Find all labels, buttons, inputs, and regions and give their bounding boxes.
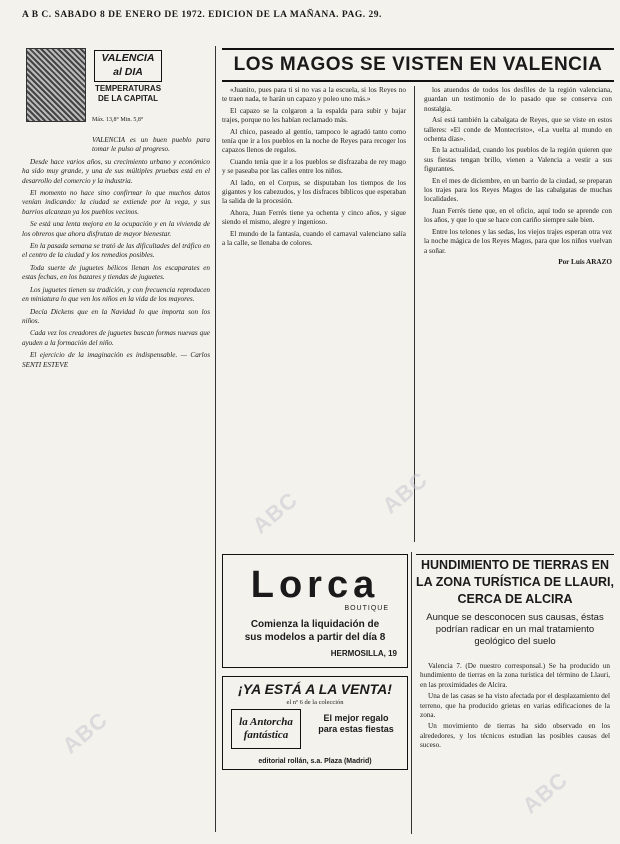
sale-headline: ¡YA ESTÁ A LA VENTA! [238,681,392,697]
byline: Por Luis ARAZO [558,257,612,266]
left-paragraph: El ejercicio de la imaginación es indispensable. — Carlos SENTI ESTEVE [22,351,210,369]
main-paragraph: El capazo se la colgaron a la espalda para subir y bajar trajes, porque no les habían reclamado más. [222,106,406,125]
left-article-body [22,136,210,373]
left-lede: VALENCIA es un buen pueblo para tomar le pulso al progreso. [92,136,210,154]
gift-slogan: El mejor regalo para estas fiestas [318,713,394,734]
ad-line2: sus modelos a partir del día 8 [244,632,386,643]
right-headline-box [416,554,614,608]
lorca-brand: Lorca [250,564,380,606]
boutique-label: BOUTIQUE [344,605,389,612]
left-paragraph: Desde hace varios años, su crecimiento urbano y económico ha sido muy grande, y una de sus múltiples pruebas está en el desarrollo del comercio y la industria. [22,157,210,185]
cathedral-illustration [26,48,86,122]
main-paragraph: Cuando tenía que ir a los pueblos se disfrazaba de rey mago y se paseaba por las calles entre los niños. [222,157,406,176]
left-paragraph: Se está una lenta mejora en la ocupación y en la vivienda de los obreros que ahora disfrutan de mayor bienestar. [22,220,210,238]
right-paragraph: Un movimiento de tierras ha sido observado en los alrededores, y los técnicos estudian las posibles causas del suceso. [420,722,610,750]
lorca-boutique-ad [222,554,408,668]
valencia-al-dia-column [22,44,210,834]
right-headline: HUNDIMIENTO DE TIERRAS EN LA ZONA TURÍSTICA DE LLAURI, CERCA DE ALCIRA [416,558,614,606]
temperature-note: Máx. 13,8° Min. 5,8° [92,117,144,123]
publisher-line: editorial rollán, s.a. Plaza (Madrid) [258,758,372,765]
left-paragraph: En la pasada semana se trató de las dificultades del tráfico en el centro de la ciudad y los remedios posibles. [22,242,210,260]
temperatures-line1: TEMPERATURAS [94,84,162,93]
page-header: A B C. SABADO 8 DE ENERO DE 1972. EDICION DE LA MAÑANA. PAG. 29. [22,10,382,20]
abc-watermark: ABC [377,466,433,519]
abc-watermark: ABC [247,486,303,539]
main-paragraph: «Juanito, pues para ti si no vas a la escuela, si los Reyes no te traen nada, te harán un capazo y poleo uno más.» [222,86,406,104]
column-rule [411,552,412,834]
main-headline: LOS MAGOS SE VISTEN EN VALENCIA [233,54,603,75]
main-paragraph: Al lado, en el Corpus, se disputaban los tiempos de los gigantes y los cabezudos, y los disfraces bíblicos que esperaban la salida de la procesión. [222,178,406,206]
temperatures-line2: DE LA CAPITAL [98,94,158,103]
right-article-body [420,662,610,832]
section-title-line2: al DIA [113,66,143,78]
ad-line1: Comienza la liquidación de [250,619,380,630]
abc-watermark: ABC [57,706,113,759]
left-paragraph: El momento no hace sino confirmar lo que muchos datos venían indicando: la ciudad se extiende por la vega, y sus barrios alcanzan ya los pueblos vecinos. [22,189,210,216]
left-paragraph: Toda suerte de juguetes bélicos llenan los escaparates en estas fechas, en los bazares y tiendas de juguetes. [22,263,210,282]
left-paragraph: Los juguetes tienen su tradición, y con frecuencia reproducen en miniatura lo que ven los niños en la vida de los mayores. [22,285,210,304]
main-headline-box [222,48,614,82]
main-paragraph: Ahora, Juan Ferrés tiene ya ochenta y cinco años, y sigue siendo el mismo, alegre y ingenioso. [222,208,406,227]
column-rule [414,86,415,542]
book-logo: la Antorcha fantástica [231,709,301,749]
ad-address: HERMOSILLA, 19 [330,649,397,658]
temperatures-heading [92,84,164,104]
right-dek: Aunque se desconocen sus causas, éstas podrían radicar en un mal tratamiento geológico del suelo [426,612,604,647]
sale-subline: el nº 6 de la colección [286,699,344,706]
left-paragraph: Cada vez los creadores de juguetes buscan formas nuevas que ayuden a la formación del niño. [22,329,210,347]
main-paragraph: los atuendos de todos los desfiles de la región valenciana, guardan un testimonio de lo pasado que se conserva con nostalgia. [424,86,612,113]
main-paragraph: Al chico, paseado al gentío, tampoco le agradó tanto como tenía que ir a los pueblos en la noche de Reyes para recoger los capazos llenos de regalos. [222,127,406,155]
section-title-line1: VALENCIA [101,52,155,64]
main-article-col1 [222,86,406,542]
column-rule [215,46,216,832]
section-box [94,50,162,82]
abc-watermark: ABC [517,766,573,819]
right-paragraph: Valencia 7. (De nuestro corresponsal.) Se ha producido un hundimiento de tierras en la zona turística del término de Llauri, en las proximidades de Alcira. [420,662,610,689]
main-paragraph: Así está también la cabalgata de Reyes, que se viste en estos talleres: «El conde de Montecristo», «La vuelta al mundo en ochenta días». [424,116,612,144]
main-paragraph: Entre los telones y las sedas, los viejos trajes esperan otra vez la noche mágica de los Reyes Magos, para que los niños vuelvan a soñar. [424,227,612,255]
main-paragraph: El mundo de la fantasía, cuando el carnaval valenciano salía a la calle, se llenaba de colores. [222,229,406,248]
right-paragraph: Una de las casas se ha visto afectada por el desplazamiento del terreno, que ha producido grietas en varias edificaciones de la zona. [420,692,610,720]
main-article-col2 [424,86,612,542]
main-paragraph: En la actualidad, cuando los pueblos de la región quieren que sus fiestas tengan brillo, vienen a Valencia a vestir a sus figurantes. [424,146,612,174]
main-paragraph: En el mes de diciembre, en un barrio de la ciudad, se preparan los trajes para los Reyes Magos de las cabalgatas de muchas localidades. [424,176,612,204]
main-paragraph: Juan Ferrés tiene que, en el oficio, aquí todo se aprende con los años, y que lo que se hace con cariño siempre sale bien. [424,206,612,225]
left-paragraph: Decía Dickens que en la Navidad lo que importa son los niños. [22,307,210,325]
book-sale-ad [222,676,408,770]
